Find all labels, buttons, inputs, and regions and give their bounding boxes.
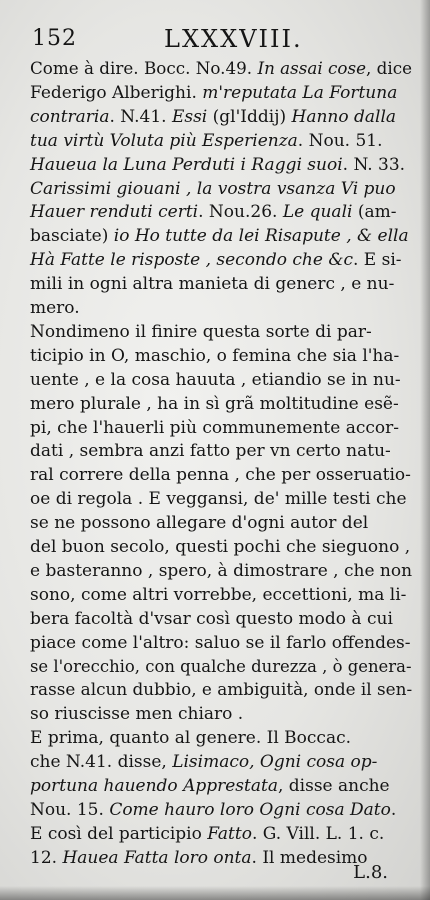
text-line: [30, 656, 411, 679]
italic-quotation: Hauer renduti certi: [30, 202, 199, 222]
text-segment: mili in ogni altra manieta di generc , e nu-: [30, 274, 395, 294]
text-line: [30, 775, 390, 798]
italic-quotation: Lisimaco, Ogni cosa op-: [172, 752, 378, 772]
text-segment: . G. Vill. L. 1. c.: [251, 824, 385, 844]
text-segment: , dice: [365, 59, 412, 79]
italic-quotation: Carissimi giouani , la vostra vsanza Vi puo: [30, 179, 396, 199]
text-segment: . Nou. 51.: [297, 131, 383, 151]
text-line: [30, 703, 243, 726]
page-number: 152: [32, 26, 77, 51]
text-line: [30, 369, 401, 392]
text-segment: piace come l'altro: saluo se il farlo offendes-: [30, 633, 411, 653]
text-line: [30, 584, 406, 607]
text-line: [30, 823, 384, 846]
italic-quotation: io Ho tutte da lei Risapute , & ella: [113, 226, 409, 246]
text-line: [30, 321, 372, 344]
italic-quotation: Essi: [171, 107, 208, 127]
text-segment: del buon secolo, questi pochi che sieguono ,: [30, 537, 411, 557]
text-segment: (gl'Iddij): [207, 107, 292, 127]
text-line: [30, 679, 412, 702]
text-segment: E prima, quanto al genere. Il Boccac.: [30, 728, 352, 748]
text-line: [30, 536, 410, 559]
text-line: [30, 751, 377, 774]
text-segment: ral correre della penna , che per osseruatio-: [30, 465, 411, 485]
italic-quotation: Hanno dalla: [291, 107, 397, 127]
text-segment: rasse alcun dubbio, e ambiguità, onde il sen-: [30, 680, 413, 700]
text-segment: . E si-: [353, 250, 402, 270]
text-line: [30, 608, 393, 631]
text-line: [30, 297, 80, 320]
text-segment: dati , sembra anzi fatto per vn certo natu-: [30, 441, 391, 461]
text-segment: so riuscisse men chiaro .: [30, 704, 244, 724]
text-line: [30, 130, 383, 153]
text-segment: e basteranno , spero, à dimostrare , che non: [30, 561, 413, 581]
body-text: [30, 58, 412, 892]
italic-quotation: contraria: [30, 107, 110, 127]
text-segment: mero plurale , ha in sì grã moltitudine esẽ-: [30, 394, 399, 414]
text-segment: E così del participio: [30, 824, 208, 844]
text-segment: bera facoltà d'vsar così questo modo à cui: [30, 609, 393, 629]
text-segment: mero.: [30, 298, 80, 318]
text-segment: . N. 33.: [342, 155, 406, 175]
page-edge-shadow: [420, 0, 430, 900]
italic-quotation: Come hauro loro Ogni cosa Dato: [109, 800, 391, 820]
text-segment: che N.41. disse,: [30, 752, 173, 772]
text-segment: basciate): [30, 226, 114, 246]
text-segment: . Il medesimo: [251, 848, 368, 868]
text-segment: (am-: [352, 202, 397, 222]
text-line: [30, 345, 399, 368]
italic-quotation: In assai cose: [257, 59, 366, 79]
text-line: [30, 154, 405, 177]
text-segment: Nou. 15.: [30, 800, 110, 820]
text-segment: . Nou.26.: [198, 202, 283, 222]
text-segment: pi, che l'hauerli più communemente accor-: [30, 418, 400, 438]
catchword: L.8.: [353, 862, 388, 883]
text-line: [30, 632, 411, 655]
italic-quotation: Haueua la Luna Perduti i Raggi suoi: [30, 155, 343, 175]
text-line: [30, 393, 399, 416]
text-line: [30, 225, 409, 248]
text-line: [30, 249, 402, 272]
text-segment: se l'orecchio, con qualche durezza , ò genera-: [30, 657, 412, 677]
text-line: [30, 847, 368, 870]
text-segment: ticipio in O, maschio, o femina che sia l'ha-: [30, 346, 400, 366]
text-segment: sono, come altri vorrebbe, eccettioni, ma li-: [30, 585, 407, 605]
text-line: [30, 560, 412, 583]
italic-quotation: Hà Fatte le risposte , secondo che &c: [30, 250, 353, 270]
text-segment: uente , e la cosa hauuta , etiandio se in nu-: [30, 370, 401, 390]
text-segment: . N.41.: [109, 107, 172, 127]
text-line: [30, 464, 411, 487]
text-segment: 12.: [30, 848, 63, 868]
text-line: [30, 512, 368, 535]
text-segment: Federigo Alberighi.: [30, 83, 197, 103]
text-line: [30, 58, 412, 81]
text-line: [30, 201, 396, 224]
text-line: [30, 799, 396, 822]
text-segment: oe di regola . E veggansi, de' mille testi che: [30, 489, 407, 509]
text-line: [30, 82, 397, 105]
text-segment: Come à dire. Bocc. No.49.: [30, 59, 258, 79]
text-line: [30, 488, 407, 511]
italic-quotation: Fatto: [207, 824, 252, 844]
text-line: [30, 417, 399, 440]
italic-quotation: portuna hauendo Apprestata: [30, 776, 278, 796]
text-line: [30, 273, 394, 296]
text-line: [30, 178, 396, 201]
running-head: LXXXVIII.: [164, 25, 303, 53]
italic-quotation: tua virtù Voluta più Esperienza: [30, 131, 298, 151]
text-segment: Nondimeno il finire questa sorte di par-: [30, 322, 372, 342]
italic-quotation: Hauea Fatta loro onta: [62, 848, 252, 868]
text-segment: .: [390, 800, 397, 820]
italic-quotation: m'reputata La Fortuna: [196, 83, 398, 103]
text-segment: , disse anche: [277, 776, 390, 796]
italic-quotation: Le quali: [282, 202, 353, 222]
text-line: [30, 440, 391, 463]
text-segment: se ne possono allegare d'ogni autor del: [30, 513, 369, 533]
text-line: [30, 106, 396, 129]
page-header: [32, 26, 410, 60]
text-line: [30, 727, 351, 750]
